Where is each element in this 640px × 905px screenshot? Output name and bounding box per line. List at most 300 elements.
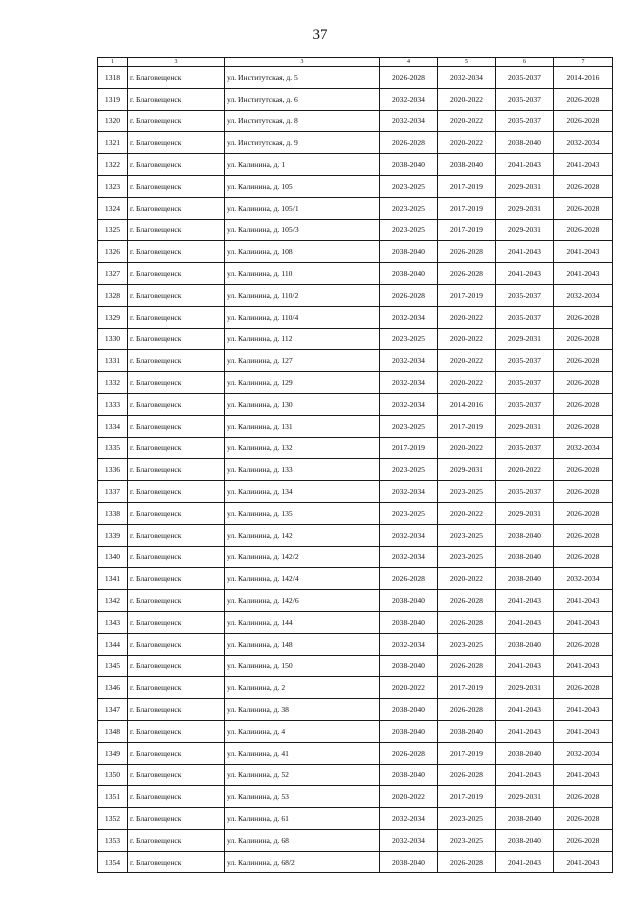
period-cell: 2032-2034 <box>380 481 438 503</box>
table-row <box>98 175 613 197</box>
period-cell: 2032-2034 <box>554 742 613 764</box>
city-cell: г. Благовещенск <box>128 437 225 459</box>
city-cell: г. Благовещенск <box>128 132 225 154</box>
period-cell: 2020-2022 <box>438 110 496 132</box>
period-cell: 2023-2025 <box>380 328 438 350</box>
period-cell: 2026-2028 <box>554 175 613 197</box>
period-cell: 2032-2034 <box>438 67 496 89</box>
address-cell: ул. Калинина, д. 142/2 <box>225 546 380 568</box>
period-cell: 2041-2043 <box>496 764 554 786</box>
period-cell: 2035-2037 <box>496 350 554 372</box>
address-cell: ул. Калинина, д. 148 <box>225 633 380 655</box>
table-row <box>98 393 613 415</box>
period-cell: 2029-2031 <box>496 502 554 524</box>
row-number-cell: 1351 <box>98 786 128 808</box>
address-cell: ул. Калинина, д. 68/2 <box>225 851 380 873</box>
row-number-cell: 1324 <box>98 197 128 219</box>
address-cell: ул. Калинина, д. 142/6 <box>225 590 380 612</box>
period-cell: 2017-2019 <box>438 742 496 764</box>
city-cell: г. Благовещенск <box>128 481 225 503</box>
table-row <box>98 284 613 306</box>
period-cell: 2038-2040 <box>496 633 554 655</box>
address-cell: ул. Калинина, д. 132 <box>225 437 380 459</box>
period-cell: 2026-2028 <box>438 655 496 677</box>
row-number-cell: 1343 <box>98 611 128 633</box>
city-cell: г. Благовещенск <box>128 808 225 830</box>
period-cell: 2023-2025 <box>438 481 496 503</box>
city-cell: г. Благовещенск <box>128 284 225 306</box>
row-number-cell: 1339 <box>98 524 128 546</box>
period-cell: 2026-2028 <box>554 219 613 241</box>
address-cell: ул. Калинина, д. 110 <box>225 263 380 285</box>
period-cell: 2032-2034 <box>380 808 438 830</box>
table-row <box>98 720 613 742</box>
period-cell: 2029-2031 <box>438 459 496 481</box>
period-cell: 2026-2028 <box>438 263 496 285</box>
row-number-cell: 1352 <box>98 808 128 830</box>
address-cell: ул. Калинина, д. 150 <box>225 655 380 677</box>
table-row <box>98 502 613 524</box>
row-number-cell: 1336 <box>98 459 128 481</box>
table-row <box>98 568 613 590</box>
period-cell: 2032-2034 <box>554 284 613 306</box>
period-cell: 2026-2028 <box>438 241 496 263</box>
period-cell: 2017-2019 <box>438 197 496 219</box>
table-row <box>98 808 613 830</box>
column-number: 4 <box>380 58 438 67</box>
page-number: 37 <box>312 27 328 43</box>
period-cell: 2026-2028 <box>554 459 613 481</box>
row-number-cell: 1323 <box>98 175 128 197</box>
period-cell: 2026-2028 <box>554 546 613 568</box>
period-cell: 2038-2040 <box>380 263 438 285</box>
period-cell: 2023-2025 <box>380 502 438 524</box>
address-cell: ул. Калинина, д. 2 <box>225 677 380 699</box>
period-cell: 2032-2034 <box>554 568 613 590</box>
table-row <box>98 350 613 372</box>
table-row <box>98 546 613 568</box>
period-cell: 2041-2043 <box>554 699 613 721</box>
table-row <box>98 655 613 677</box>
period-cell: 2041-2043 <box>496 699 554 721</box>
period-cell: 2026-2028 <box>554 415 613 437</box>
period-cell: 2020-2022 <box>438 88 496 110</box>
period-cell: 2026-2028 <box>380 742 438 764</box>
address-cell: ул. Институтская, д. 8 <box>225 110 380 132</box>
period-cell: 2023-2025 <box>380 415 438 437</box>
row-number-cell: 1325 <box>98 219 128 241</box>
row-number-cell: 1322 <box>98 154 128 176</box>
table-row <box>98 263 613 285</box>
period-cell: 2038-2040 <box>496 546 554 568</box>
table-row <box>98 764 613 786</box>
period-cell: 2029-2031 <box>496 175 554 197</box>
city-cell: г. Благовещенск <box>128 197 225 219</box>
period-cell: 2026-2028 <box>554 350 613 372</box>
address-cell: ул. Калинина, д. 135 <box>225 502 380 524</box>
address-cell: ул. Калинина, д. 127 <box>225 350 380 372</box>
table-row <box>98 241 613 263</box>
table-row <box>98 590 613 612</box>
column-number: 3 <box>225 58 380 67</box>
period-cell: 2023-2025 <box>380 175 438 197</box>
period-cell: 2020-2022 <box>380 677 438 699</box>
city-cell: г. Благовещенск <box>128 720 225 742</box>
period-cell: 2041-2043 <box>554 655 613 677</box>
period-cell: 2032-2034 <box>380 829 438 851</box>
period-cell: 2023-2025 <box>438 808 496 830</box>
row-number-cell: 1319 <box>98 88 128 110</box>
city-cell: г. Благовещенск <box>128 611 225 633</box>
table-row <box>98 67 613 89</box>
period-cell: 2017-2019 <box>438 677 496 699</box>
period-cell: 2041-2043 <box>496 263 554 285</box>
row-number-cell: 1348 <box>98 720 128 742</box>
row-number-cell: 1338 <box>98 502 128 524</box>
period-cell: 2035-2037 <box>496 393 554 415</box>
city-cell: г. Благовещенск <box>128 263 225 285</box>
period-cell: 2026-2028 <box>438 611 496 633</box>
period-cell: 2032-2034 <box>380 110 438 132</box>
row-number-cell: 1337 <box>98 481 128 503</box>
period-cell: 2038-2040 <box>380 699 438 721</box>
period-cell: 2020-2022 <box>438 350 496 372</box>
table-row <box>98 459 613 481</box>
row-number-cell: 1327 <box>98 263 128 285</box>
period-cell: 2020-2022 <box>438 502 496 524</box>
row-number-cell: 1340 <box>98 546 128 568</box>
address-cell: ул. Калинина, д. 130 <box>225 393 380 415</box>
period-cell: 2026-2028 <box>554 393 613 415</box>
address-cell: ул. Калинина, д. 133 <box>225 459 380 481</box>
period-cell: 2029-2031 <box>496 219 554 241</box>
period-cell: 2026-2028 <box>554 808 613 830</box>
period-cell: 2026-2028 <box>554 197 613 219</box>
city-cell: г. Благовещенск <box>128 524 225 546</box>
address-cell: ул. Калинина, д. 105 <box>225 175 380 197</box>
table-row <box>98 219 613 241</box>
city-cell: г. Благовещенск <box>128 241 225 263</box>
address-cell: ул. Калинина, д. 134 <box>225 481 380 503</box>
period-cell: 2035-2037 <box>496 306 554 328</box>
period-cell: 2020-2022 <box>380 786 438 808</box>
period-cell: 2020-2022 <box>438 328 496 350</box>
period-cell: 2032-2034 <box>554 132 613 154</box>
period-cell: 2026-2028 <box>554 677 613 699</box>
period-cell: 2026-2028 <box>554 481 613 503</box>
period-cell: 2014-2016 <box>554 67 613 89</box>
period-cell: 2026-2028 <box>554 633 613 655</box>
address-cell: ул. Калинина, д. 110/4 <box>225 306 380 328</box>
period-cell: 2035-2037 <box>496 110 554 132</box>
period-cell: 2020-2022 <box>438 306 496 328</box>
address-cell: ул. Институтская, д. 9 <box>225 132 380 154</box>
row-number-cell: 1330 <box>98 328 128 350</box>
period-cell: 2032-2034 <box>554 437 613 459</box>
table-row <box>98 699 613 721</box>
table-row <box>98 742 613 764</box>
address-cell: ул. Калинина, д. 53 <box>225 786 380 808</box>
period-cell: 2029-2031 <box>496 786 554 808</box>
table-row <box>98 829 613 851</box>
period-cell: 2038-2040 <box>380 655 438 677</box>
address-cell: ул. Калинина, д. 144 <box>225 611 380 633</box>
period-cell: 2038-2040 <box>496 524 554 546</box>
period-cell: 2023-2025 <box>380 219 438 241</box>
period-cell: 2032-2034 <box>380 372 438 394</box>
period-cell: 2041-2043 <box>554 720 613 742</box>
period-cell: 2038-2040 <box>380 154 438 176</box>
period-cell: 2032-2034 <box>380 88 438 110</box>
period-cell: 2026-2028 <box>554 372 613 394</box>
period-cell: 2023-2025 <box>438 829 496 851</box>
city-cell: г. Благовещенск <box>128 568 225 590</box>
period-cell: 2029-2031 <box>496 677 554 699</box>
table-row <box>98 677 613 699</box>
period-cell: 2041-2043 <box>496 611 554 633</box>
row-number-cell: 1331 <box>98 350 128 372</box>
period-cell: 2017-2019 <box>380 437 438 459</box>
table-row <box>98 415 613 437</box>
period-cell: 2026-2028 <box>554 110 613 132</box>
period-cell: 2020-2022 <box>438 372 496 394</box>
period-cell: 2023-2025 <box>438 633 496 655</box>
period-cell: 2041-2043 <box>554 851 613 873</box>
period-cell: 2035-2037 <box>496 481 554 503</box>
period-cell: 2038-2040 <box>496 132 554 154</box>
period-cell: 2038-2040 <box>380 764 438 786</box>
period-cell: 2041-2043 <box>554 590 613 612</box>
city-cell: г. Благовещенск <box>128 393 225 415</box>
period-cell: 2038-2040 <box>438 720 496 742</box>
period-cell: 2041-2043 <box>496 655 554 677</box>
period-cell: 2041-2043 <box>496 154 554 176</box>
address-cell: ул. Калинина, д. 1 <box>225 154 380 176</box>
column-number: 7 <box>554 58 613 67</box>
period-cell: 2026-2028 <box>554 328 613 350</box>
period-cell: 2032-2034 <box>380 393 438 415</box>
city-cell: г. Благовещенск <box>128 328 225 350</box>
table-row <box>98 110 613 132</box>
city-cell: г. Благовещенск <box>128 415 225 437</box>
row-number-cell: 1321 <box>98 132 128 154</box>
period-cell: 2026-2028 <box>554 306 613 328</box>
column-number: 1 <box>98 58 128 67</box>
row-number-cell: 1345 <box>98 655 128 677</box>
address-cell: ул. Институтская, д. 5 <box>225 67 380 89</box>
row-number-cell: 1353 <box>98 829 128 851</box>
table-row <box>98 481 613 503</box>
table-row <box>98 851 613 873</box>
city-cell: г. Благовещенск <box>128 372 225 394</box>
period-cell: 2041-2043 <box>554 764 613 786</box>
period-cell: 2041-2043 <box>554 154 613 176</box>
period-cell: 2038-2040 <box>380 241 438 263</box>
row-number-cell: 1326 <box>98 241 128 263</box>
row-number-cell: 1334 <box>98 415 128 437</box>
address-cell: ул. Калинина, д. 112 <box>225 328 380 350</box>
address-cell: ул. Калинина, д. 38 <box>225 699 380 721</box>
period-cell: 2032-2034 <box>380 306 438 328</box>
row-number-cell: 1335 <box>98 437 128 459</box>
city-cell: г. Благовещенск <box>128 459 225 481</box>
table-row <box>98 437 613 459</box>
city-cell: г. Благовещенск <box>128 655 225 677</box>
address-cell: ул. Калинина, д. 142 <box>225 524 380 546</box>
table-row <box>98 633 613 655</box>
period-cell: 2023-2025 <box>438 546 496 568</box>
period-cell: 2035-2037 <box>496 437 554 459</box>
city-cell: г. Благовещенск <box>128 306 225 328</box>
address-cell: ул. Калинина, д. 61 <box>225 808 380 830</box>
period-cell: 2032-2034 <box>380 524 438 546</box>
address-cell: ул. Калинина, д. 4 <box>225 720 380 742</box>
address-cell: ул. Калинина, д. 142/4 <box>225 568 380 590</box>
city-cell: г. Благовещенск <box>128 350 225 372</box>
schedule-table <box>97 57 613 873</box>
period-cell: 2029-2031 <box>496 197 554 219</box>
row-number-cell: 1320 <box>98 110 128 132</box>
city-cell: г. Благовещенск <box>128 677 225 699</box>
period-cell: 2026-2028 <box>438 699 496 721</box>
column-number-row <box>98 58 613 67</box>
period-cell: 2017-2019 <box>438 415 496 437</box>
row-number-cell: 1342 <box>98 590 128 612</box>
table-row <box>98 132 613 154</box>
table-body <box>98 67 613 873</box>
period-cell: 2041-2043 <box>554 611 613 633</box>
period-cell: 2020-2022 <box>438 437 496 459</box>
period-cell: 2026-2028 <box>554 786 613 808</box>
period-cell: 2026-2028 <box>380 132 438 154</box>
period-cell: 2041-2043 <box>496 241 554 263</box>
address-cell: ул. Калинина, д. 129 <box>225 372 380 394</box>
period-cell: 2026-2028 <box>380 284 438 306</box>
period-cell: 2041-2043 <box>496 590 554 612</box>
city-cell: г. Благовещенск <box>128 502 225 524</box>
address-cell: ул. Калинина, д. 108 <box>225 241 380 263</box>
city-cell: г. Благовещенск <box>128 154 225 176</box>
city-cell: г. Благовещенск <box>128 67 225 89</box>
period-cell: 2023-2025 <box>438 524 496 546</box>
period-cell: 2029-2031 <box>496 415 554 437</box>
address-cell: ул. Калинина, д. 52 <box>225 764 380 786</box>
period-cell: 2026-2028 <box>380 67 438 89</box>
period-cell: 2038-2040 <box>496 742 554 764</box>
period-cell: 2038-2040 <box>380 720 438 742</box>
row-number-cell: 1332 <box>98 372 128 394</box>
row-number-cell: 1349 <box>98 742 128 764</box>
period-cell: 2032-2034 <box>380 350 438 372</box>
period-cell: 2041-2043 <box>496 720 554 742</box>
period-cell: 2035-2037 <box>496 67 554 89</box>
table-row <box>98 88 613 110</box>
address-cell: ул. Калинина, д. 68 <box>225 829 380 851</box>
city-cell: г. Благовещенск <box>128 175 225 197</box>
period-cell: 2026-2028 <box>554 502 613 524</box>
period-cell: 2014-2016 <box>438 393 496 415</box>
city-cell: г. Благовещенск <box>128 88 225 110</box>
city-cell: г. Благовещенск <box>128 590 225 612</box>
address-cell: ул. Калинина, д. 105/1 <box>225 197 380 219</box>
period-cell: 2026-2028 <box>438 851 496 873</box>
table-row <box>98 611 613 633</box>
period-cell: 2026-2028 <box>380 568 438 590</box>
city-cell: г. Благовещенск <box>128 742 225 764</box>
city-cell: г. Благовещенск <box>128 699 225 721</box>
period-cell: 2017-2019 <box>438 284 496 306</box>
period-cell: 2035-2037 <box>496 372 554 394</box>
row-number-cell: 1350 <box>98 764 128 786</box>
city-cell: г. Благовещенск <box>128 110 225 132</box>
period-cell: 2020-2022 <box>496 459 554 481</box>
period-cell: 2023-2025 <box>380 459 438 481</box>
period-cell: 2038-2040 <box>438 154 496 176</box>
city-cell: г. Благовещенск <box>128 764 225 786</box>
column-number: 5 <box>438 58 496 67</box>
period-cell: 2026-2028 <box>438 764 496 786</box>
table-row <box>98 306 613 328</box>
period-cell: 2041-2043 <box>554 263 613 285</box>
address-cell: ул. Калинина, д. 41 <box>225 742 380 764</box>
row-number-cell: 1333 <box>98 393 128 415</box>
period-cell: 2038-2040 <box>380 611 438 633</box>
period-cell: 2032-2034 <box>380 546 438 568</box>
period-cell: 2035-2037 <box>496 284 554 306</box>
period-cell: 2035-2037 <box>496 88 554 110</box>
column-number: 3 <box>128 58 225 67</box>
period-cell: 2038-2040 <box>380 590 438 612</box>
row-number-cell: 1329 <box>98 306 128 328</box>
row-number-cell: 1341 <box>98 568 128 590</box>
period-cell: 2026-2028 <box>554 829 613 851</box>
row-number-cell: 1318 <box>98 67 128 89</box>
row-number-cell: 1347 <box>98 699 128 721</box>
row-number-cell: 1344 <box>98 633 128 655</box>
period-cell: 2026-2028 <box>438 590 496 612</box>
table-row <box>98 524 613 546</box>
period-cell: 2023-2025 <box>380 197 438 219</box>
table-row <box>98 786 613 808</box>
period-cell: 2026-2028 <box>554 88 613 110</box>
row-number-cell: 1328 <box>98 284 128 306</box>
city-cell: г. Благовещенск <box>128 219 225 241</box>
address-cell: ул. Калинина, д. 131 <box>225 415 380 437</box>
table-row <box>98 154 613 176</box>
period-cell: 2026-2028 <box>554 524 613 546</box>
row-number-cell: 1346 <box>98 677 128 699</box>
address-cell: ул. Калинина, д. 110/2 <box>225 284 380 306</box>
address-cell: ул. Институтская, д. 6 <box>225 88 380 110</box>
column-number: 6 <box>496 58 554 67</box>
table-row <box>98 197 613 219</box>
address-cell: ул. Калинина, д. 105/3 <box>225 219 380 241</box>
period-cell: 2017-2019 <box>438 175 496 197</box>
period-cell: 2020-2022 <box>438 132 496 154</box>
period-cell: 2017-2019 <box>438 786 496 808</box>
city-cell: г. Благовещенск <box>128 786 225 808</box>
table-row <box>98 372 613 394</box>
period-cell: 2038-2040 <box>496 808 554 830</box>
period-cell: 2017-2019 <box>438 219 496 241</box>
city-cell: г. Благовещенск <box>128 851 225 873</box>
period-cell: 2041-2043 <box>496 851 554 873</box>
period-cell: 2038-2040 <box>496 568 554 590</box>
city-cell: г. Благовещенск <box>128 829 225 851</box>
period-cell: 2020-2022 <box>438 568 496 590</box>
city-cell: г. Благовещенск <box>128 633 225 655</box>
period-cell: 2029-2031 <box>496 328 554 350</box>
